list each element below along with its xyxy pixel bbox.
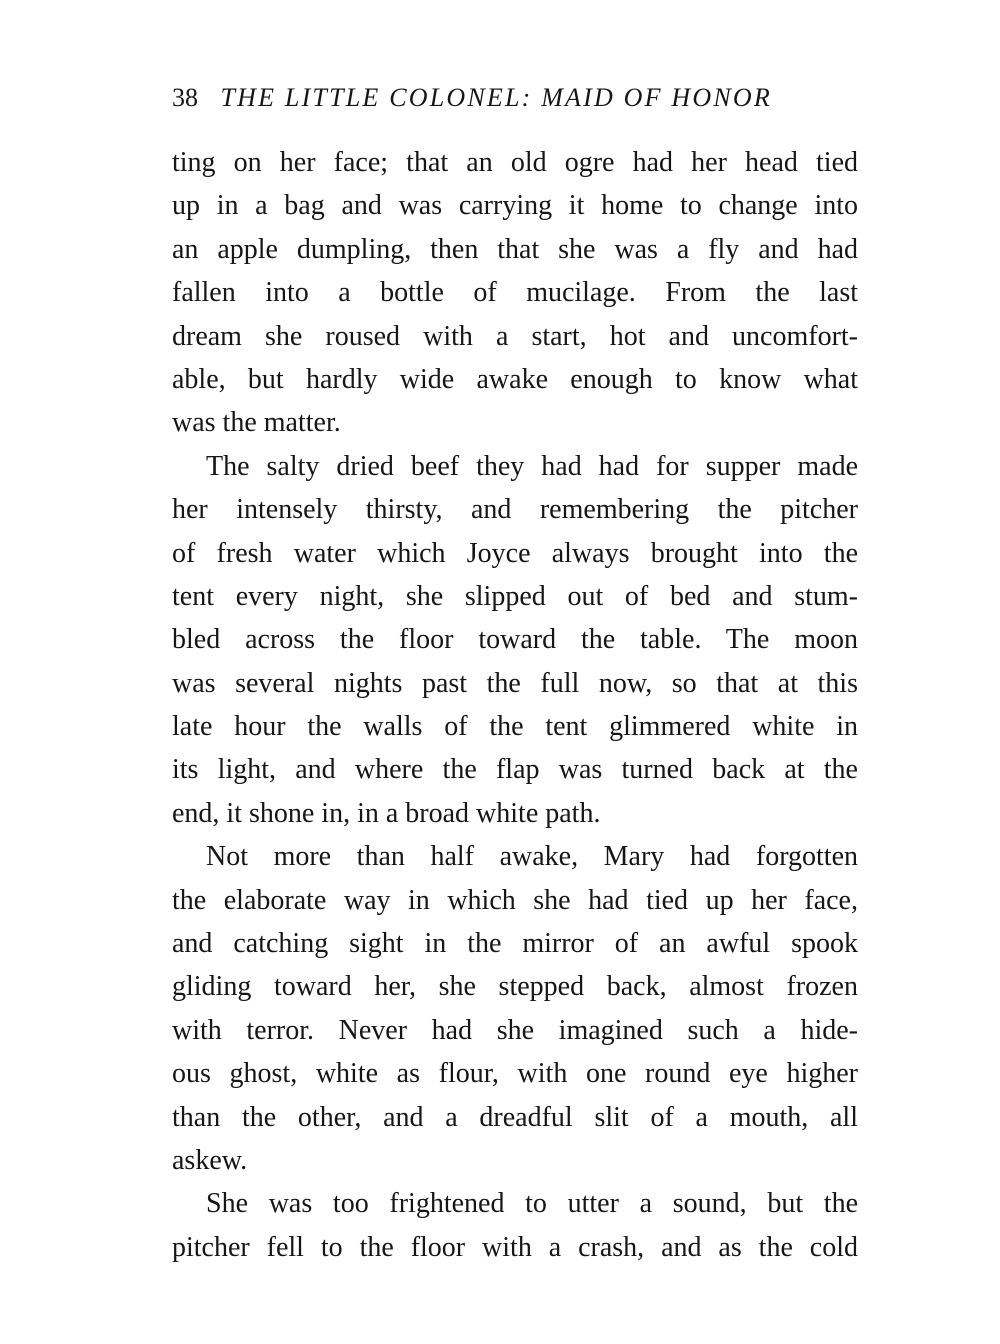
text-line: askew.: [172, 1144, 248, 1176]
text-line: tent every night, she slipped out of bed and stum-: [172, 580, 858, 612]
paragraph-first-line: Not more than half awake, Mary had forgotten: [206, 841, 858, 873]
text-line: dream she roused with a start, hot and uncomfort-: [172, 320, 858, 352]
text-line: than the other, and a dreadful slit of a mouth, all: [172, 1101, 858, 1133]
text-line: its light, and where the flap was turned back at the: [172, 754, 858, 786]
text-line: gliding toward her, she stepped back, almost frozen: [172, 971, 858, 1003]
text-line: was the matter.: [172, 407, 341, 439]
page-number: 38: [172, 83, 198, 112]
text-line: of fresh water which Joyce always brought into the: [172, 537, 858, 569]
text-line: with terror. Never had she imagined such a hide-: [172, 1014, 858, 1046]
text-line: was several nights past the full now, so that at this: [172, 667, 858, 699]
text-line: and catching sight in the mirror of an awful spook: [172, 928, 858, 960]
body-text: [172, 141, 858, 1269]
text-line: able, but hardly wide awake enough to know what: [172, 363, 858, 395]
text-line: late hour the walls of the tent glimmered white in: [172, 711, 858, 743]
text-line: the elaborate way in which she had tied up her face,: [172, 884, 858, 916]
running-head: [172, 78, 862, 118]
running-title: THE LITTLE COLONEL: MAID OF HONOR: [220, 83, 772, 112]
text-line: pitcher fell to the floor with a crash, and as the cold: [172, 1231, 858, 1263]
text-line: ting on her face; that an old ogre had her head tied: [172, 147, 858, 178]
text-line: fallen into a bottle of mucilage. From the last: [172, 277, 858, 309]
text-line: up in a bag and was carrying it home to change into: [172, 190, 858, 222]
paragraph-first-line: She was too frightened to utter a sound, but the: [206, 1188, 858, 1220]
text-line: her intensely thirsty, and remembering the pitcher: [172, 494, 858, 526]
text-line: ous ghost, white as flour, with one round eye higher: [172, 1058, 858, 1090]
text-line: end, it shone in, in a broad white path.: [172, 797, 601, 829]
text-line: bled across the floor toward the table. The moon: [172, 624, 858, 656]
paragraph-first-line: The salty dried beef they had had for supper made: [206, 450, 858, 482]
text-line: an apple dumpling, then that she was a fly and had: [172, 233, 858, 265]
